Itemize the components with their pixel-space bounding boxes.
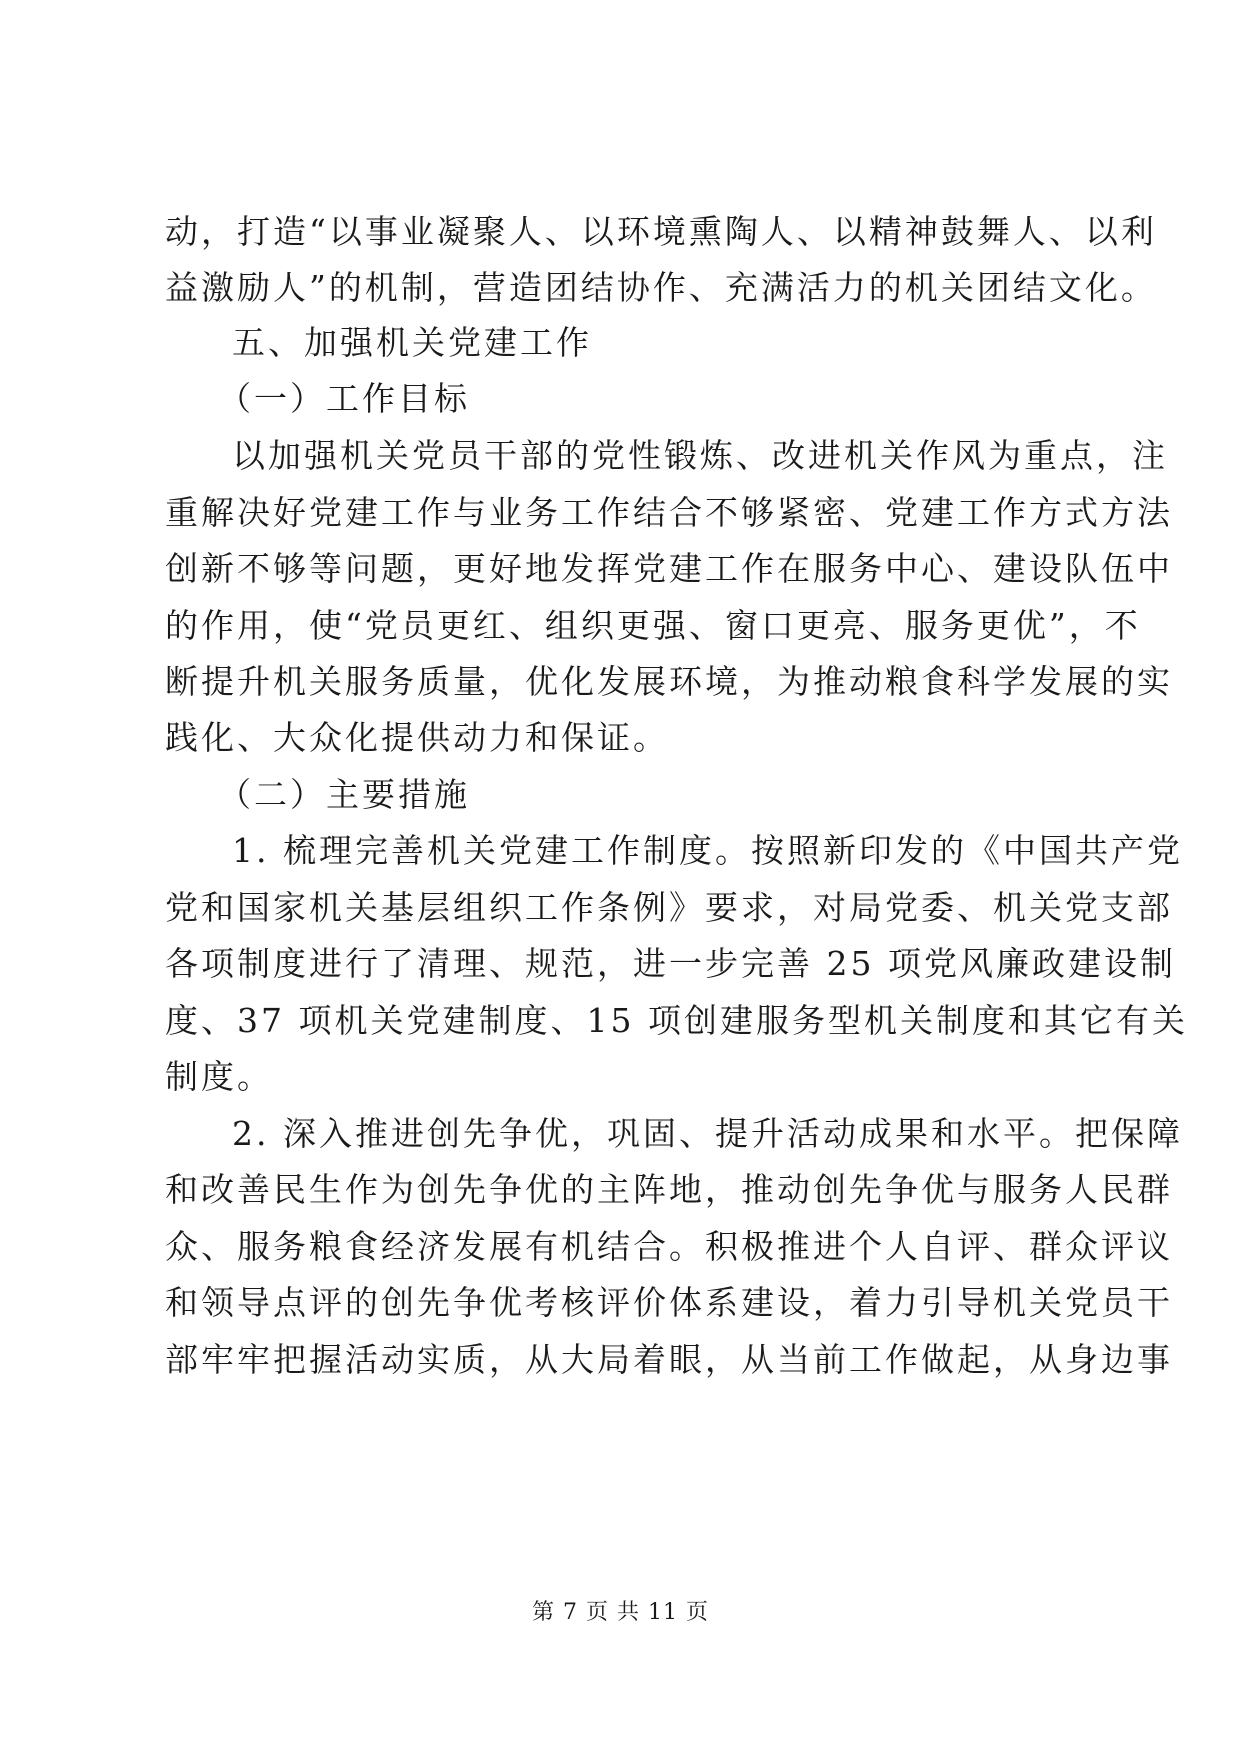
body-text-line: 2. 深入推进创先争优，巩固、提升活动成果和水平。把保障 <box>232 1114 1183 1153</box>
body-text-line: 的作用，使“党员更红、组织更强、窗口更亮、服务更优”，不 <box>165 606 1141 645</box>
body-text-line: 和领导点评的创先争优考核评价体系建设，着力引导机关党员干 <box>165 1283 1173 1322</box>
subsection-heading: （一）工作目标 <box>218 379 470 418</box>
body-text-line: 和改善民生作为创先争优的主阵地，推动创先争优与服务人民群 <box>165 1170 1173 1209</box>
body-text-line: 重解决好党建工作与业务工作结合不够紧密、党建工作方式方法 <box>165 493 1173 532</box>
page-number-footer: 第 7 页 共 11 页 <box>532 1600 709 1625</box>
body-text-line: 制度。 <box>165 1057 273 1096</box>
section-heading: 五、加强机关党建工作 <box>232 323 592 362</box>
body-text-line: 部牢牢把握活动实质，从大局着眼，从当前工作做起，从身边事 <box>165 1340 1173 1379</box>
subsection-heading: （二）主要措施 <box>218 775 470 814</box>
body-text-line: 益激励人”的机制，营造团结协作、充满活力的机关团结文化。 <box>165 268 1157 307</box>
body-text-line: 1. 梳理完善机关党建工作制度。按照新印发的《中国共产党 <box>232 831 1183 870</box>
body-text-line: 践化、大众化提供动力和保证。 <box>165 718 669 757</box>
body-text-line: 以加强机关党员干部的党性锻炼、改进机关作风为重点，注 <box>232 436 1168 475</box>
body-text-line: 动，打造“以事业凝聚人、以环境熏陶人、以精神鼓舞人、以利 <box>165 212 1157 251</box>
body-text-line: 创新不够等问题，更好地发挥党建工作在服务中心、建设队伍中 <box>165 549 1173 588</box>
body-text-line: 各项制度进行了清理、规范，进一步完善 25 项党风廉政建设制 <box>165 944 1176 983</box>
body-text-line: 众、服务粮食经济发展有机结合。积极推进个人自评、群众评议 <box>165 1227 1173 1266</box>
body-text-line: 断提升机关服务质量，优化发展环境，为推动粮食科学发展的实 <box>165 662 1173 701</box>
body-text-line: 党和国家机关基层组织工作条例》要求，对局党委、机关党支部 <box>165 888 1173 927</box>
body-text-line: 度、37 项机关党建制度、15 项创建服务型机关制度和其它有关 <box>165 1001 1188 1040</box>
